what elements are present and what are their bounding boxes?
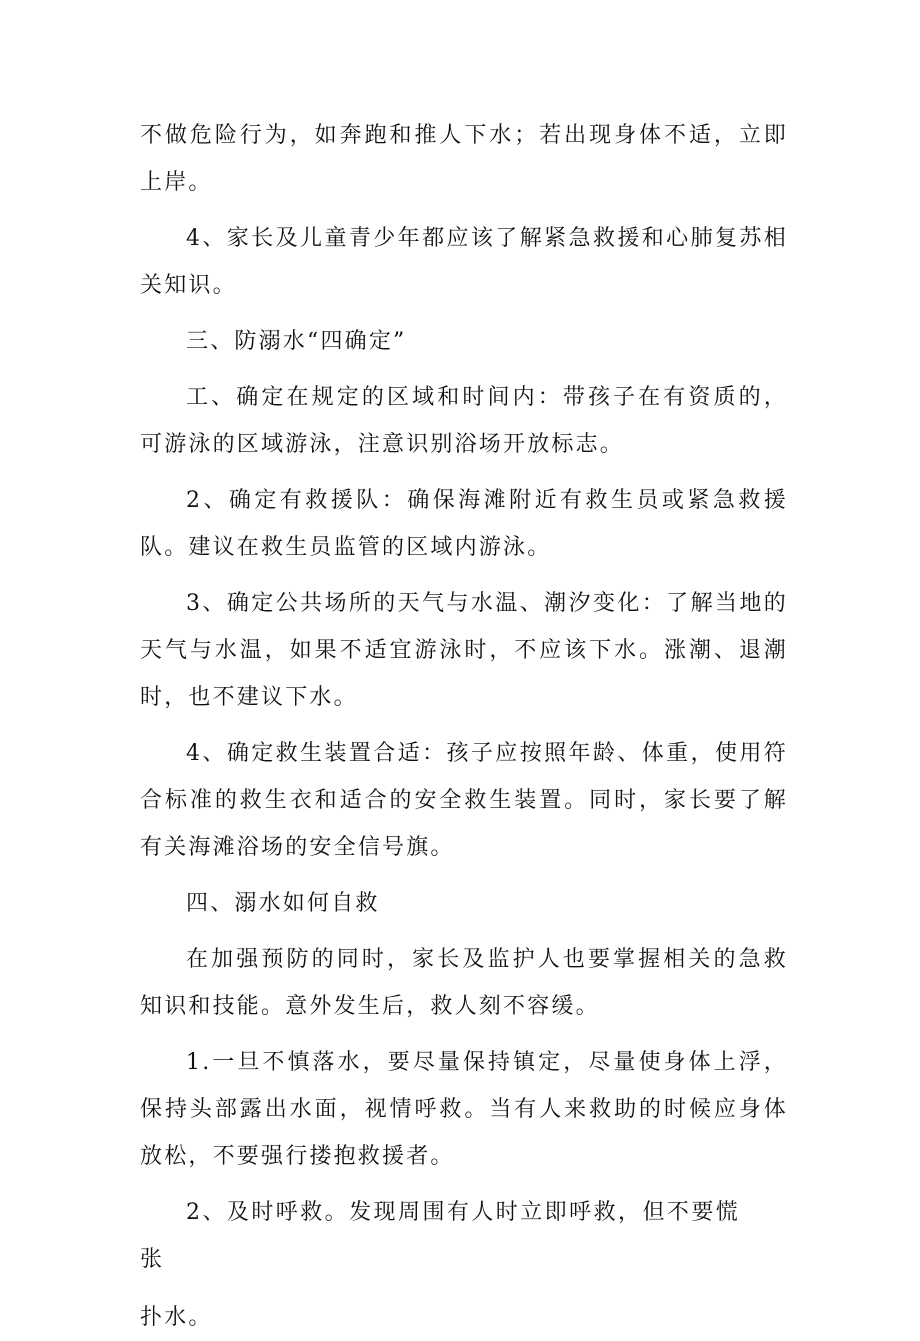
paragraph-confirm-equipment: 4、确定救生装置合适：孩子应按照年龄、体重，使用符合标准的救生衣和适合的安全救生装置。同时，家长要了解有关海滩浴场的安全信号旗。 (140, 741, 788, 860)
document-page (140, 112, 788, 1341)
paragraph-self-rescue-1: 1.一旦不慎落水，要尽量保持镇定，尽量使身体上浮，保持头部露出水面，视情呼救。当有人来救助的时候应身体放松，不要强行搂抱救援者。 (140, 1050, 788, 1169)
paragraph-confirm-weather: 3、确定公共场所的天气与水温、潮汐变化：了解当地的天气与水温，如果不适宜游泳时，不应该下水。涨潮、退潮时，也不建议下水。 (140, 591, 788, 710)
paragraph-confirm-rescue-team: 2、确定有救援队：确保海滩附近有救生员或紧急救援队。建议在救生员监管的区域内游泳。 (140, 488, 788, 560)
paragraph-continuation: 不做危险行为，如奔跑和推人下水；若出现身体不适，立即上岸。 (140, 123, 788, 195)
section-heading-four-confirmations: 三、防溺水“四确定” (186, 329, 407, 354)
paragraph-self-rescue-2: 2、及时呼救。发现周围有人时立即呼救，但不要慌张 (140, 1200, 740, 1272)
paragraph-prevention-intro: 在加强预防的同时，家长及监护人也要掌握相关的急救知识和技能。意外发生后，救人刻不容缓。 (140, 947, 788, 1019)
section-heading-self-rescue: 四、溺水如何自救 (186, 891, 380, 916)
paragraph-item-4-knowledge: 4、家长及儿童青少年都应该了解紧急救援和心肺复苏相关知识。 (140, 226, 788, 298)
paragraph-confirm-area-time: 工、确定在规定的区域和时间内：带孩子在有资质的，可游泳的区域游泳，注意识别浴场开放标志。 (140, 385, 788, 457)
paragraph-self-rescue-2-tail: 扑水。 (140, 1305, 213, 1330)
